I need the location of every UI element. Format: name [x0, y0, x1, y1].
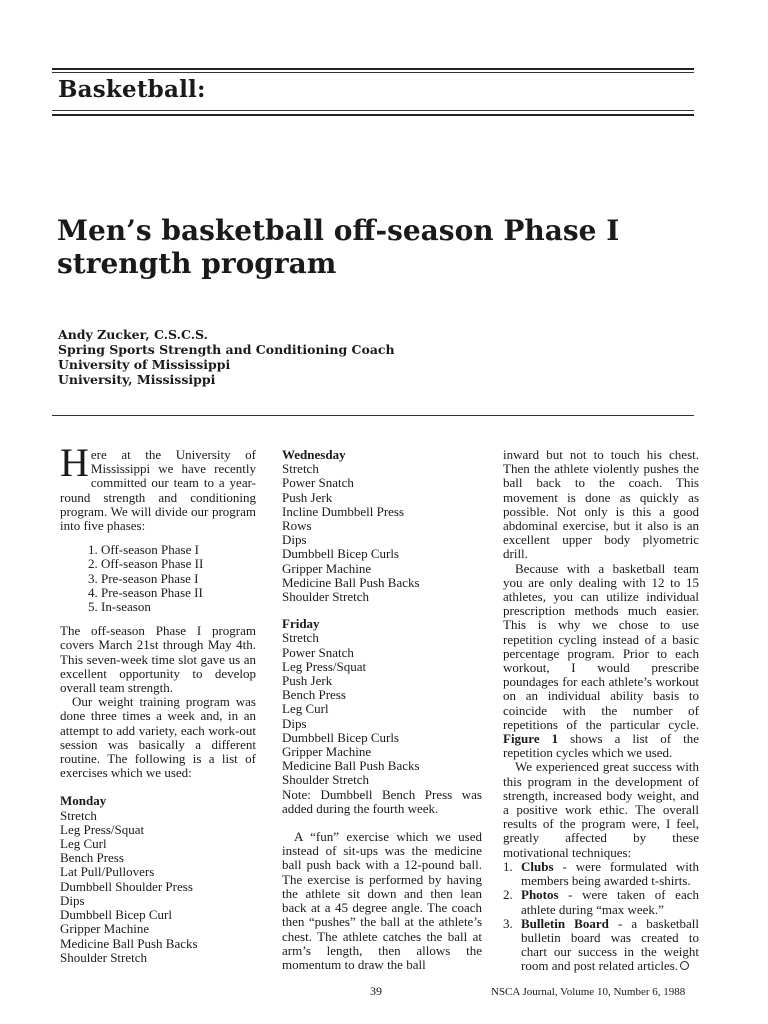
list-item: Rows — [282, 518, 312, 534]
list-item: Gripper Machine — [282, 744, 372, 760]
title-line-1: Men’s basketball off-season Phase I — [57, 214, 620, 247]
monday-list — [60, 809, 256, 965]
list-item: Stretch — [282, 630, 319, 646]
friday-heading: Friday — [282, 616, 320, 632]
list-item: 5. In-season — [88, 599, 151, 615]
list-item: Power Snatch — [282, 475, 354, 491]
list-item: Shoulder Stretch — [282, 589, 370, 605]
list-item: Lat Pull/Pullovers — [60, 864, 155, 880]
list-item: Leg Press/Squat — [282, 658, 367, 674]
list-item: 3. Bulletin Board - a basketball bulletin board was created to chart our success in the weight room and post related articles. — [503, 915, 699, 974]
list-item: Dips — [282, 715, 307, 731]
list-item: Gripper Machine — [60, 921, 150, 937]
end-mark-icon — [680, 961, 689, 970]
list-item: 3. Pre-season Phase I — [88, 570, 199, 586]
list-item: 1. Off-season Phase I — [88, 542, 199, 558]
techniques-list — [503, 860, 699, 974]
list-item: Bench Press — [60, 850, 124, 866]
list-item: Dumbbell Bicep Curls — [282, 546, 399, 562]
list-item: Incline Dumbbell Press — [282, 503, 405, 519]
spacer — [282, 816, 482, 830]
list-item: Dumbbell Bicep Curls — [282, 729, 399, 745]
list-item: Gripper Machine — [282, 560, 372, 576]
section-rule — [52, 110, 694, 111]
author-name: Andy Zucker, C.S.C.S. — [58, 327, 208, 342]
list-item: Dips — [60, 892, 85, 908]
list-item: Stretch — [60, 807, 97, 823]
list-item: Push Jerk — [282, 489, 333, 505]
list-item: Medicine Ball Push Backs — [282, 574, 420, 590]
note-paragraph: Note: Dumbbell Bench Press was added during the fourth week. — [282, 786, 482, 816]
paragraph: We experienced great success with this program in the development of strength, increased body weight, and a positive work ethic. The overall results of the program were, I feel, greatly affected by these motivational techniques: — [503, 759, 699, 860]
friday-list — [282, 631, 482, 787]
drop-cap: H — [60, 440, 89, 485]
paragraph: Our weight training program was done three times a week and, in an attempt to add variety, each work-out session was basically a different routine. The following is a list of exercises which we used: — [60, 694, 256, 781]
paragraph: A “fun” exercise which we used instead of sit-ups was the medicine ball push back with a 12-pound ball. The exercise is performed by having the athlete sit down and then lean back at a 45 degree angle. The coach then “pushes” the ball at the athlete’s chest. The athlete catches the ball at arm’s length, then allows the momentum to draw the ball — [282, 829, 482, 972]
column-2 — [282, 448, 482, 972]
list-item: Medicine Ball Push Backs — [282, 758, 420, 774]
list-item: Power Snatch — [282, 644, 354, 660]
list-item: Medicine Ball Push Backs — [60, 935, 198, 951]
page-number: 39 — [370, 984, 382, 998]
author-role: Spring Sports Strength and Conditioning Coach — [58, 342, 395, 357]
list-item: 2. Photos - were taken of each athlete during “max week.” — [503, 887, 699, 917]
wednesday-list — [282, 462, 482, 604]
list-item: 1. Clubs - were formulated with members being awarded t-shirts. — [503, 858, 699, 889]
list-item: Dumbbell Bicep Curl — [60, 907, 172, 923]
top-rule-thin — [52, 72, 694, 73]
figure-reference: Figure 1 — [503, 731, 559, 747]
paragraph: The off-season Phase I program covers March 21st through May 4th. This seven-week time slot gave us an excellent opportunity to develop overall team strength. — [60, 623, 256, 696]
article-title — [57, 214, 697, 280]
paragraph: inward but not to touch his chest. Then the athlete violently pushes the ball back to the coach. This movement is done as quickly as possible. Not only is this a good abdominal exercise, but it also is an excellent upper body plyometric drill. — [503, 447, 699, 562]
list-item: Shoulder Stretch — [282, 772, 370, 788]
byline-rule — [52, 415, 694, 416]
list-item: Stretch — [282, 461, 319, 477]
byline — [58, 327, 395, 387]
title-line-2: strength program — [57, 247, 337, 280]
phases-list — [88, 543, 256, 614]
intro-paragraph: Here at the University of Mississippi we have recently committed our team to a year-round strength and conditioning program. We will divide our program into five phases: — [60, 440, 256, 534]
list-item: 4. Pre-season Phase II — [88, 584, 203, 600]
author-org: University of Mississippi — [58, 357, 231, 372]
section-label: Basketball: — [58, 76, 206, 103]
wednesday-heading: Wednesday — [282, 447, 346, 462]
section-rule-thick — [52, 114, 694, 116]
top-rule — [52, 68, 694, 70]
column-3 — [503, 448, 699, 974]
list-item: Shoulder Stretch — [60, 949, 148, 965]
list-item: Bench Press — [282, 687, 346, 703]
journal-citation: NSCA Journal, Volume 10, Number 6, 1988 — [491, 986, 686, 998]
list-item: Leg Curl — [60, 836, 107, 852]
list-item: 2. Off-season Phase II — [88, 556, 204, 572]
list-item: Dips — [282, 532, 307, 548]
monday-heading: Monday — [60, 793, 107, 809]
author-location: University, Mississippi — [58, 372, 216, 387]
list-item: Leg Curl — [282, 701, 329, 717]
column-1 — [60, 440, 256, 965]
list-item: Push Jerk — [282, 673, 333, 689]
paragraph: Because with a basketball team you are only dealing with 12 to 15 athletes, you can utilize individual prescription methods much easier. This is why we chose to use repetition cycling instead of a basic percentage program. Prior to each workout, I would prescribe poundages for each athlete’s workout on an individual ability basis to coincide with the number of repetitions of the particular cycle. Figure 1 shows a list of the repetition cycles which we used. — [503, 560, 700, 761]
list-item: Dumbbell Shoulder Press — [60, 878, 193, 894]
list-item: Leg Press/Squat — [60, 821, 145, 837]
